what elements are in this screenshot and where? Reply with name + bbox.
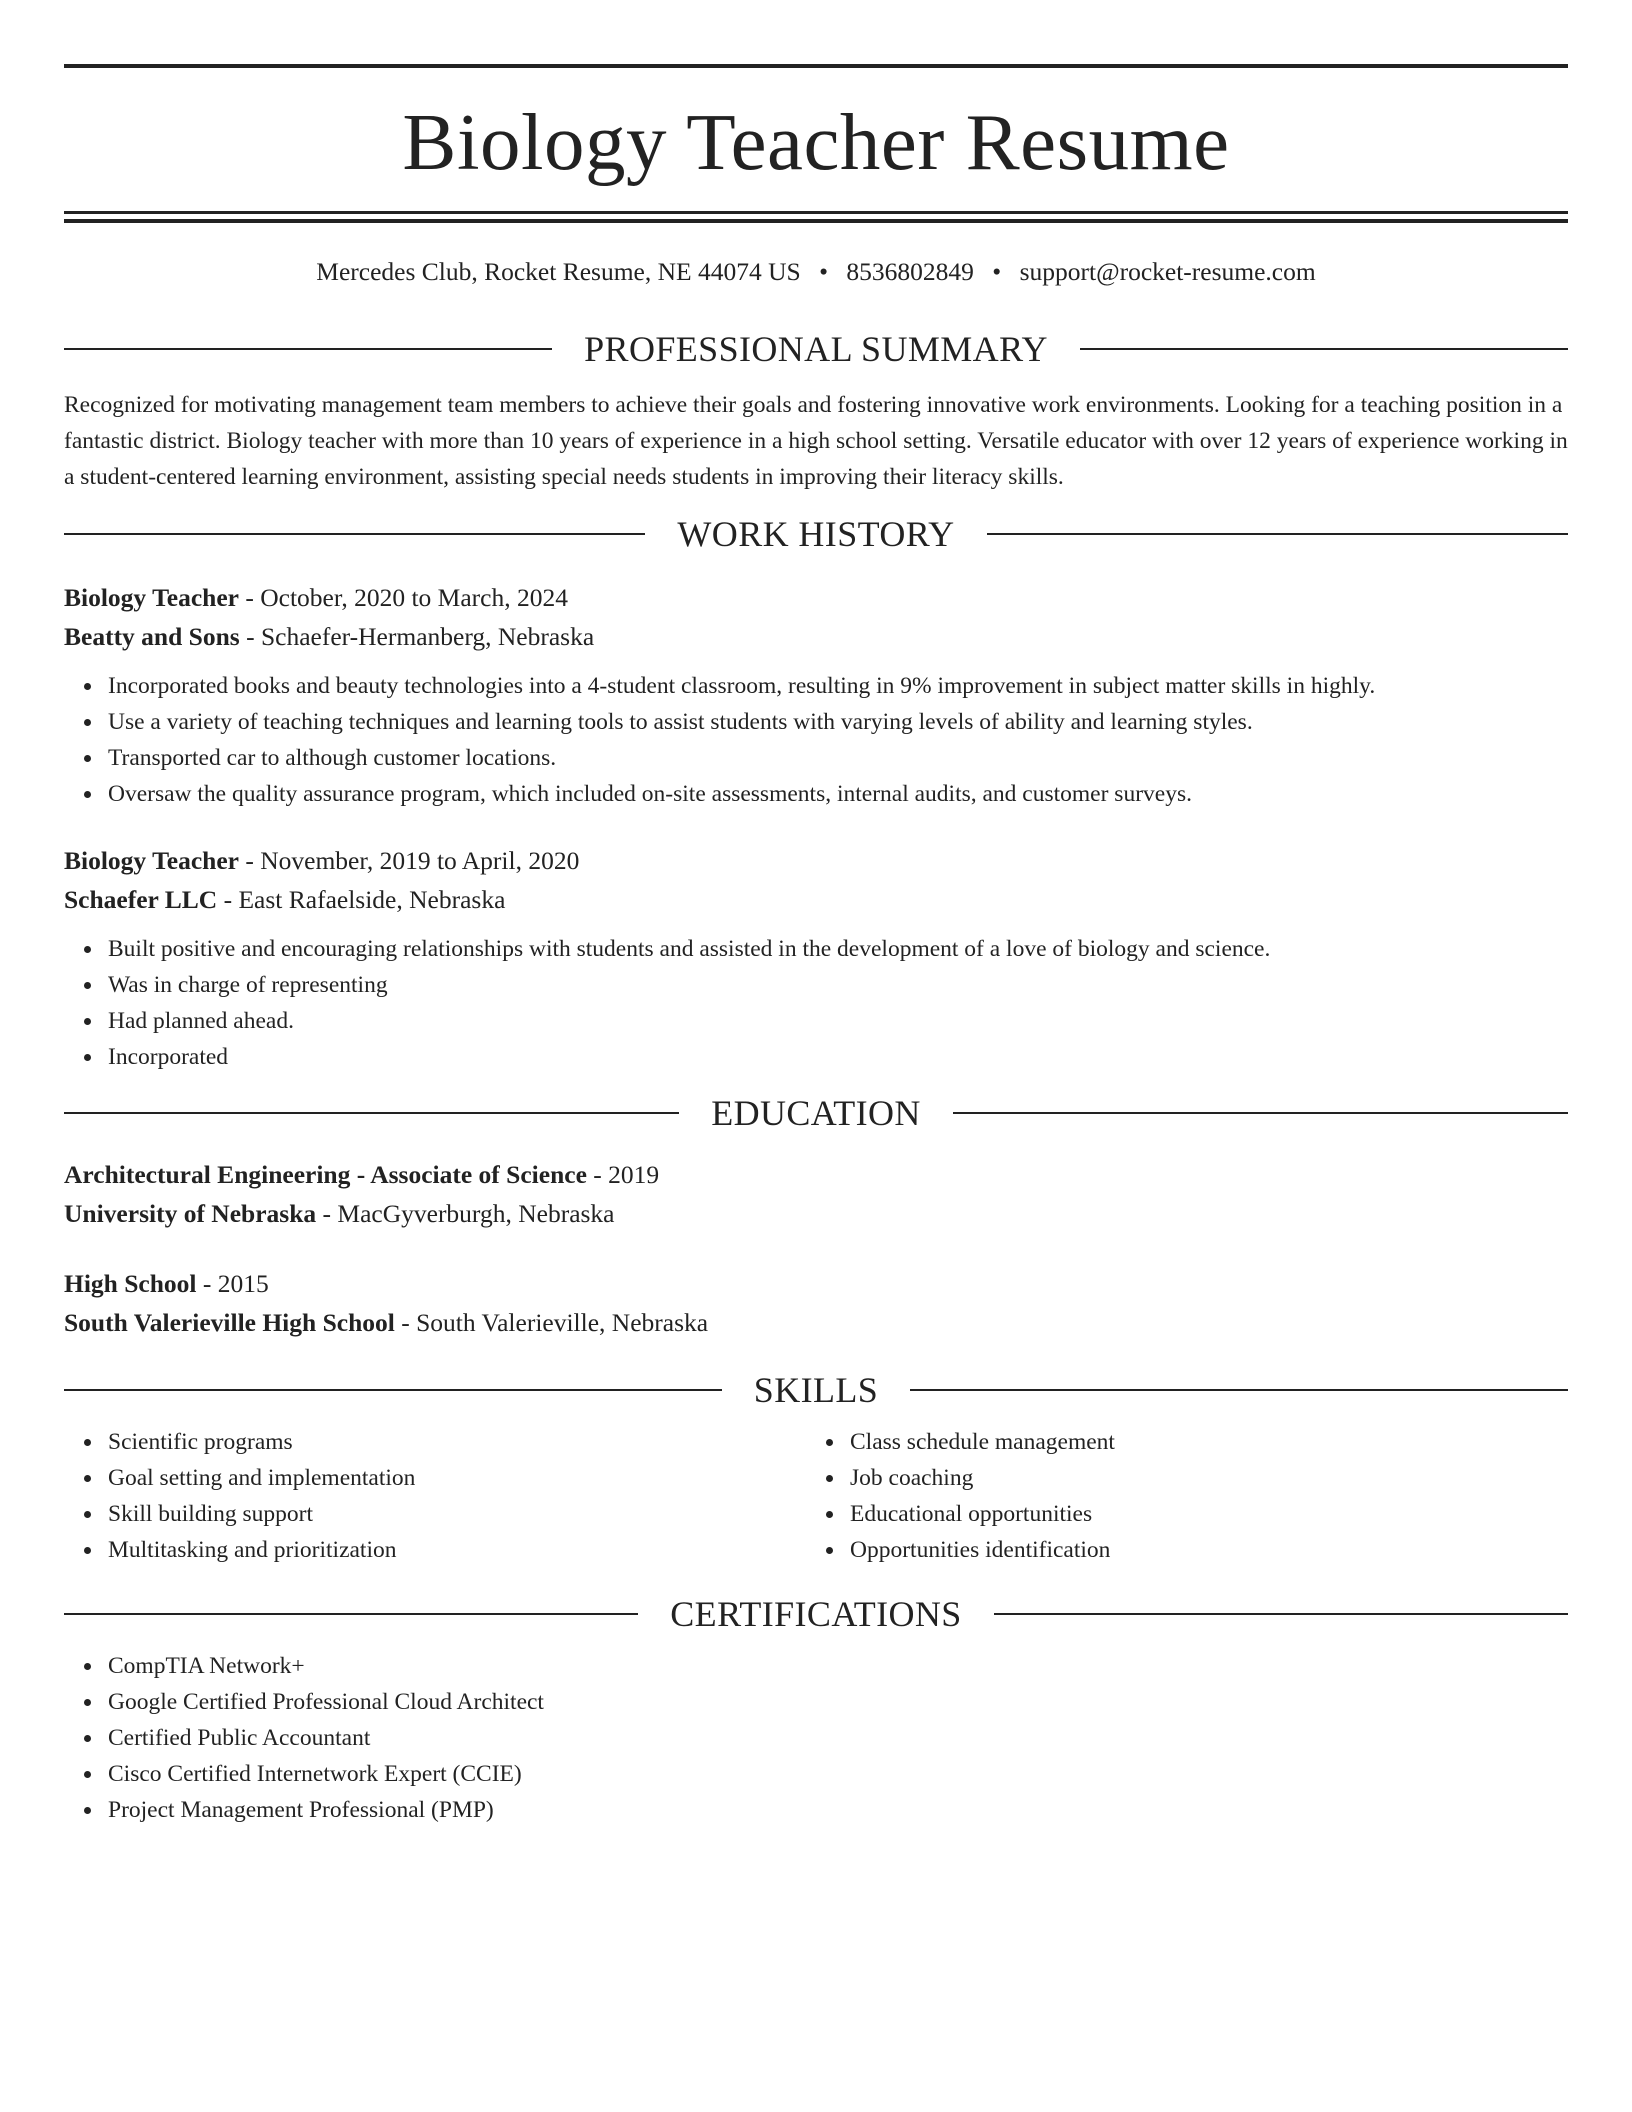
heading-rule-right: [953, 1112, 1568, 1114]
job-company: Beatty and Sons: [64, 621, 240, 651]
certifications-section-heading: [64, 1593, 1568, 1634]
job-title-line: [64, 841, 1568, 880]
job-bullets: [64, 668, 1568, 812]
list-item: Opportunities identification: [850, 1532, 1568, 1568]
education-school-line: [64, 1194, 1568, 1233]
list-item: Oversaw the quality assurance program, which included on-site assessments, internal audits, and customer surveys.: [108, 776, 1568, 812]
job-company-line: [64, 617, 1568, 656]
education-school: South Valerieville High School: [64, 1307, 395, 1337]
heading-rule-right: [910, 1389, 1568, 1391]
heading-rule-left: [64, 533, 645, 535]
work-section-heading: [64, 513, 1568, 554]
list-item: Project Management Professional (PMP): [108, 1792, 1568, 1828]
list-item: Built positive and encouraging relationships with students and assisted in the development of a love of biology and science.: [108, 931, 1568, 967]
list-item: Skill building support: [108, 1496, 806, 1532]
job-dates: - October, 2020 to March, 2024: [238, 582, 568, 612]
job-dates: - November, 2019 to April, 2020: [238, 845, 580, 875]
contact-separator: •: [992, 257, 1002, 286]
education-degree: Architectural Engineering - Associate of Science: [64, 1159, 587, 1189]
contact-line: [64, 257, 1568, 288]
summary-heading-label: PROFESSIONAL SUMMARY: [584, 328, 1048, 369]
education-section-heading: [64, 1092, 1568, 1133]
heading-rule-left: [64, 1613, 638, 1615]
education-year: - 2019: [586, 1159, 660, 1189]
heading-rule-right: [994, 1613, 1568, 1615]
contact-phone: 8536802849: [846, 257, 974, 286]
list-item: Cisco Certified Internetwork Expert (CCIE): [108, 1756, 1568, 1792]
resume-title: Biology Teacher Resume: [402, 97, 1230, 187]
list-item: Incorporated: [108, 1039, 1568, 1075]
education-entry: [64, 1155, 1568, 1233]
job-title-line: [64, 578, 1568, 617]
title-double-rule: [64, 211, 1568, 223]
education-heading-label: EDUCATION: [711, 1092, 921, 1133]
skills-list-right: [806, 1424, 1568, 1568]
education-school: University of Nebraska: [64, 1198, 317, 1228]
job-role: Biology Teacher: [64, 582, 239, 612]
list-item: Use a variety of teaching techniques and learning tools to assist students with varying levels of ability and learning styles.: [108, 704, 1568, 740]
skills-heading-label: SKILLS: [753, 1369, 879, 1410]
education-location: - MacGyverburgh, Nebraska: [316, 1198, 615, 1228]
education-degree: High School: [64, 1268, 197, 1298]
contact-email: support@rocket-resume.com: [1019, 257, 1316, 286]
education-school-line: [64, 1303, 1568, 1342]
skills-section-heading: [64, 1369, 1568, 1410]
list-item: Educational opportunities: [850, 1496, 1568, 1532]
heading-rule-right: [987, 533, 1568, 535]
list-item: Class schedule management: [850, 1424, 1568, 1460]
heading-rule-left: [64, 1389, 722, 1391]
contact-separator: •: [819, 257, 829, 286]
job-role: Biology Teacher: [64, 845, 239, 875]
list-item: Transported car to although customer locations.: [108, 740, 1568, 776]
list-item: Google Certified Professional Cloud Architect: [108, 1684, 1568, 1720]
skills-list-left: [64, 1424, 806, 1568]
list-item: CompTIA Network+: [108, 1648, 1568, 1684]
skills-column-left: [64, 1424, 806, 1568]
job-location: - Schaefer-Hermanberg, Nebraska: [239, 621, 595, 651]
certifications-heading-label: CERTIFICATIONS: [670, 1593, 962, 1634]
summary-text: Recognized for motivating management team members to achieve their goals and fostering innovative work environments. Looking for a teaching position in a fantastic district. Biology teacher with more than 10 years of experience in a high school setting. Versatile educator with over 12 years of experience working in a student-centered learning environment, assisting special needs students in improving their literacy skills.: [64, 391, 1568, 490]
skills-grid: [64, 1424, 1568, 1568]
certifications-list: [64, 1648, 1568, 1828]
job-company: Schaefer LLC: [64, 884, 218, 914]
education-location: - South Valerieville, Nebraska: [394, 1307, 709, 1337]
education-degree-line: [64, 1264, 1568, 1303]
list-item: Certified Public Accountant: [108, 1720, 1568, 1756]
skills-column-right: [806, 1424, 1568, 1568]
heading-rule-right: [1080, 348, 1568, 350]
job-entry: [64, 841, 1568, 1075]
list-item: Incorporated books and beauty technologies into a 4-student classroom, resulting in 9% improvement in subject matter skills in highly.: [108, 668, 1568, 704]
education-entry: [64, 1264, 1568, 1342]
education-degree-line: [64, 1155, 1568, 1194]
list-item: Scientific programs: [108, 1424, 806, 1460]
heading-rule-left: [64, 1112, 679, 1114]
list-item: Had planned ahead.: [108, 1003, 1568, 1039]
education-year: - 2015: [196, 1268, 269, 1298]
heading-rule-left: [64, 348, 552, 350]
job-bullets: [64, 931, 1568, 1075]
summary-section-heading: [64, 328, 1568, 369]
list-item: Goal setting and implementation: [108, 1460, 806, 1496]
job-entry: [64, 578, 1568, 812]
list-item: Was in charge of representing: [108, 967, 1568, 1003]
job-company-line: [64, 880, 1568, 919]
contact-address: Mercedes Club, Rocket Resume, NE 44074 US: [316, 257, 801, 286]
top-rule: [64, 64, 1568, 68]
job-location: - East Rafaelside, Nebraska: [217, 884, 506, 914]
list-item: Job coaching: [850, 1460, 1568, 1496]
list-item: Multitasking and prioritization: [108, 1532, 806, 1568]
work-heading-label: WORK HISTORY: [677, 513, 955, 554]
